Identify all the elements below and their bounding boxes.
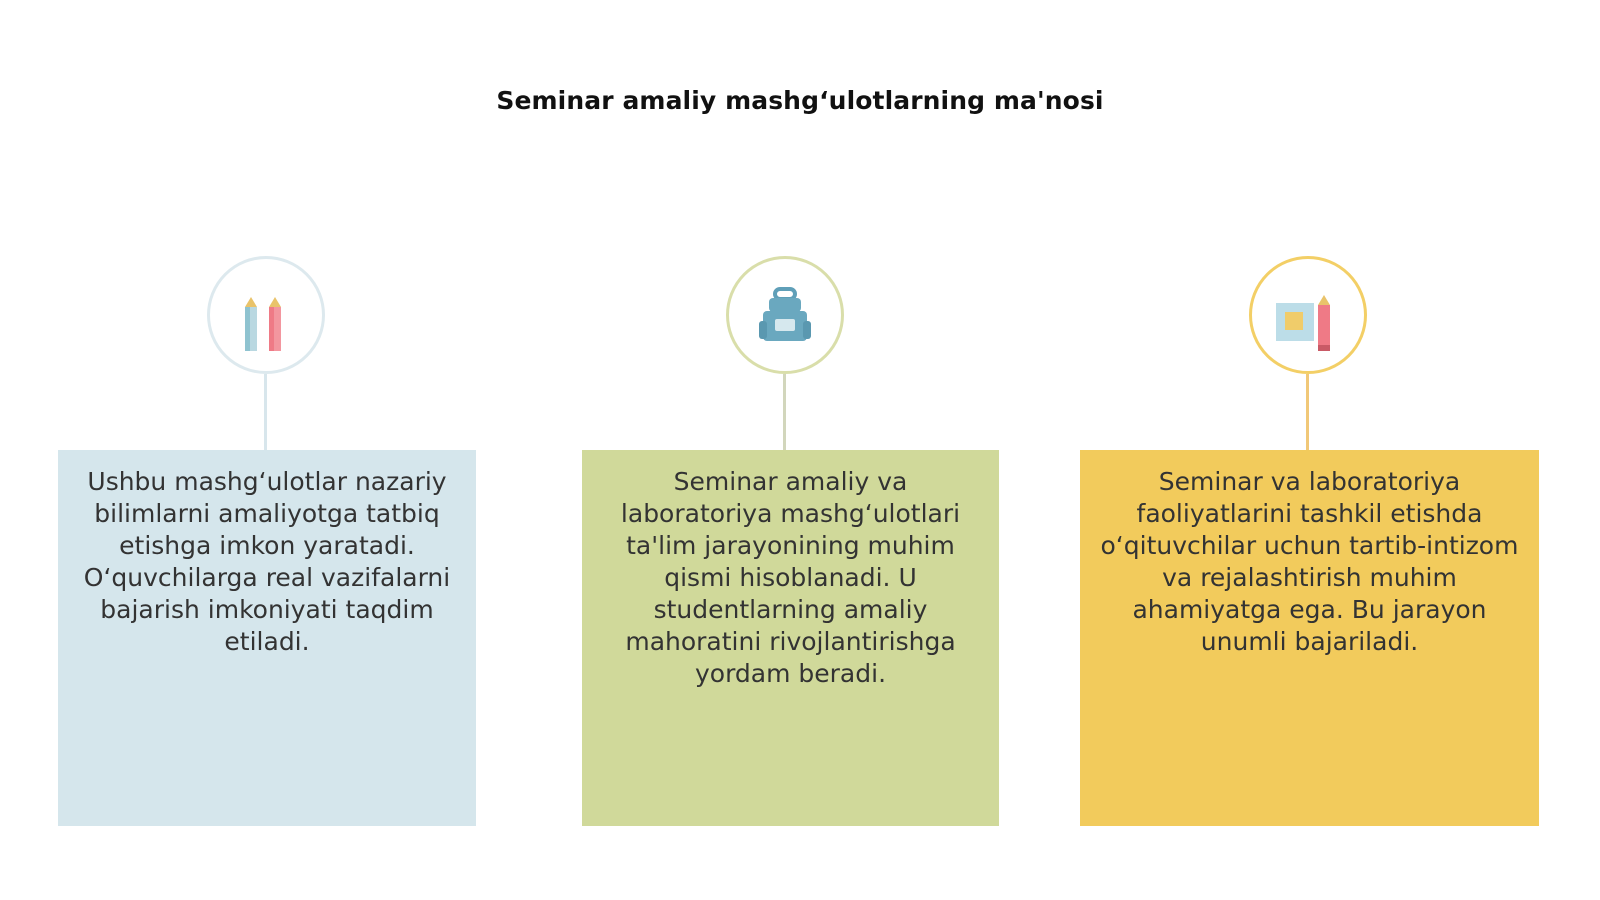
step-2-text: Seminar amaliy va laboratoriya mashg‘ulotlari ta'lim jarayonining muhim qismi hisoblanadi. U studentlarning amaliy mahoratini rivojlantirishga yordam beradi. (620, 467, 961, 688)
step-2-connector (783, 374, 786, 450)
step-3-text: Seminar va laboratoriya faoliyatlarini tashkil etishda o‘qituvchilar uchun tartib-intizom va rejalashtirish muhim ahamiyatga ega. Bu jarayon unumli bajariladi. (1100, 467, 1519, 656)
step-1-card (58, 450, 476, 826)
page-title: Seminar amaliy mashg‘ulotlarning ma'nosi (496, 86, 1104, 115)
step-1-icon-circle (207, 256, 325, 374)
drawing-pencil-icon (1252, 259, 1364, 371)
step-3-card (1080, 450, 1539, 826)
step-1-text: Ushbu mashg‘ulotlar nazariy bilimlarni amaliyotga tatbiq etishga imkon yaratadi. O‘quvchilarga real vazifalarni bajarish imkoniyati taqdim etiladi. (83, 467, 451, 656)
step-3-connector (1306, 374, 1309, 450)
step-2-icon-circle (726, 256, 844, 374)
backpack-icon (729, 259, 841, 371)
pencils-icon (210, 259, 322, 371)
step-2-card (582, 450, 999, 826)
step-3-icon-circle (1249, 256, 1367, 374)
step-1-connector (264, 374, 267, 450)
